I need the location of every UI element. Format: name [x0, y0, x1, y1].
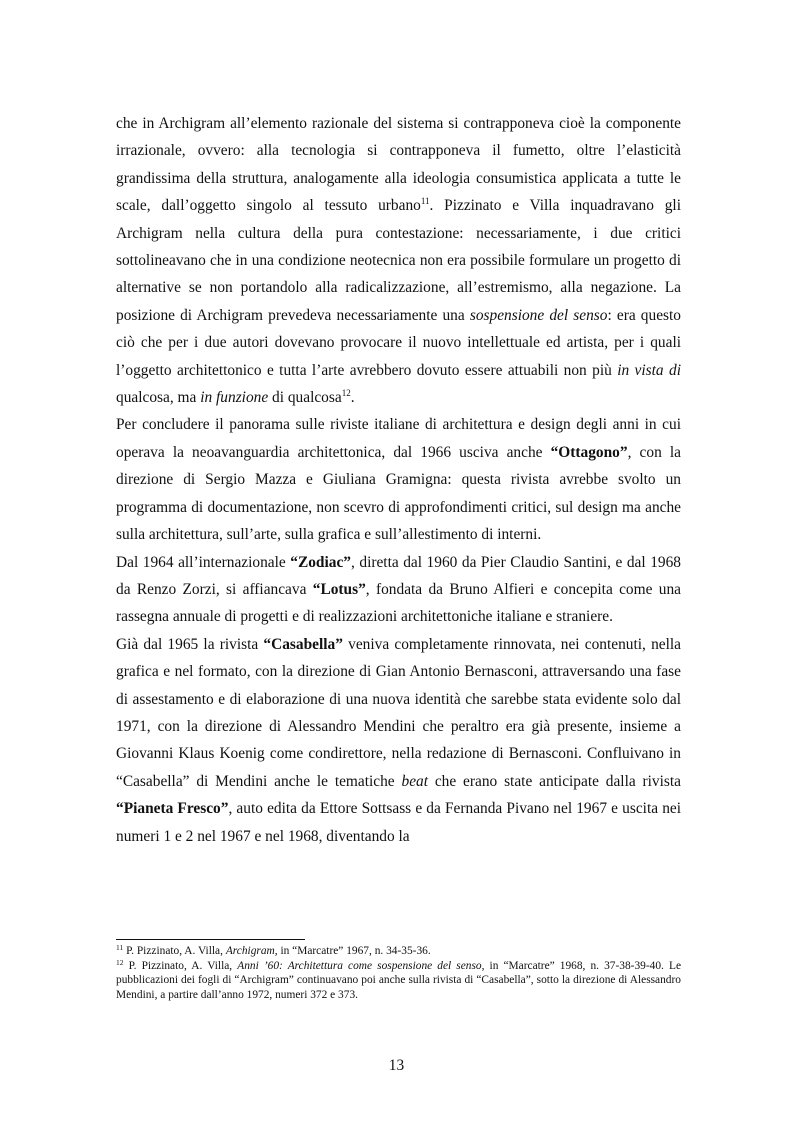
paragraph: Per concludere il panorama sulle riviste italiane di architettura e design degli anni in cui operava la neoavanguardia architettonica, dal 1966 usciva anche “Ottagono”, con la direzione di Sergio Mazza e Giuliana Gramigna: questa rivista avrebbe svolto un programma di documentazione, non scevro di approfondimenti critici, sul design ma anche sulla architettura, sull’arte, sulla grafica e sull’allestimento di interni.: [116, 416, 681, 544]
bold-run: “Pianeta Fresco”: [116, 800, 229, 818]
footnote-ref: 12: [341, 388, 351, 399]
footnote-separator: [116, 939, 305, 940]
paragraph: Dal 1964 all’internazionale “Zodiac”, diretta dal 1960 da Pier Claudio Santini, e dal 1968 da Renzo Zorzi, si affiancava “Lotus”, fondata da Bruno Alfieri e concepita come una rassegna annuale di progetti e di realizzazioni architettoniche italiane e straniere.: [116, 553, 681, 626]
footnotes: [116, 944, 681, 1002]
italic-run: in vista di: [617, 361, 681, 379]
footnote-ref: 11: [420, 196, 430, 207]
bold-run: “Lotus”: [312, 580, 366, 598]
footnote: $^{11}$ P. Pizzinato, A. Villa, Archigram, in “Marcatre” 1967, n. 34-35-36.: [116, 943, 431, 957]
italic-run: Anni ’60: Architettura come sospensione del senso: [237, 959, 482, 972]
italic-run: sospensione del senso: [469, 306, 608, 324]
italic-run: beat: [401, 772, 428, 790]
footnote-ref: 11: [116, 943, 124, 952]
paragraph: Già dal 1965 la rivista “Casabella” veniva completamente rinnovata, nei contenuti, nella grafica e nel formato, con la direzione di Gian Antonio Bernasconi, attraversando una fase di assestamento e di elaborazione di una nuova identità che sarebbe stata evidente solo dal 1971, con la direzione di Alessandro Mendini che peraltro era già presente, insieme a Giovanni Klaus Koenig come condirettore, nella redazione di Bernasconi. Confluivano in “Casabella” di Mendini anche le tematiche beat che erano state anticipate dalla rivista “Pianeta Fresco”, auto edita da Ettore Sottsass e da Fernanda Pivano nel 1967 e uscita nei numeri 1 e 2 nel 1967 e nel 1968, diventando la: [116, 635, 682, 845]
footnote: $^{12}$ P. Pizzinato, A. Villa, Anni ’60: Architettura come sospensione del senso, in “Marcatre” 1968, n. 37-38-39-40. Le pubblicazioni dei fogli di “Archigram” continuavano poi anche sulla rivista di “Casabella”, sotto la direzione di Alessandro Mendini, a partire dall’anno 1972, numeri 372 e 373.: [116, 957, 681, 1001]
footnote-ref: 12: [116, 957, 124, 967]
bold-run: “Ottagono”: [550, 443, 628, 461]
page-number: 13: [388, 1057, 405, 1074]
italic-run: in funzione: [200, 389, 269, 407]
italic-run: Archigram: [225, 945, 275, 957]
bold-run: “Casabella”: [263, 635, 343, 653]
body-text: [116, 110, 681, 850]
paragraph: che in Archigram all’elemento razionale del sistema si contrapponeva cioè la componente irrazionale, ovvero: alla tecnologia si contrapponeva il fumetto, oltre l’elasticità grandissima della struttura, analogamente alla ideologia consumistica applicata a tutte le scale, dall’oggetto singolo al tessuto urbano$^{11}$. Pizzinato e Villa inquadravano gli Archigram nella cultura della pura contestazione: necessariamente, i due critici sottolineavano che in una condizione neotecnica non era possibile formulare un progetto di alternative se non portandolo alla radicalizzazione, all’estremismo, alla negazione. La posizione di Archigram prevedeva necessariamente una sospensione del senso: era questo ciò che per i due autori dovevano provocare il nuovo intellettuale ed artista, per i quali l’oggetto architettonico e tutta l’arte avrebbero dovuto essere attuabili non più in vista di qualcosa, ma in funzione di qualcosa$^{12}$.: [116, 115, 681, 407]
bold-run: “Zodiac”: [290, 553, 351, 571]
